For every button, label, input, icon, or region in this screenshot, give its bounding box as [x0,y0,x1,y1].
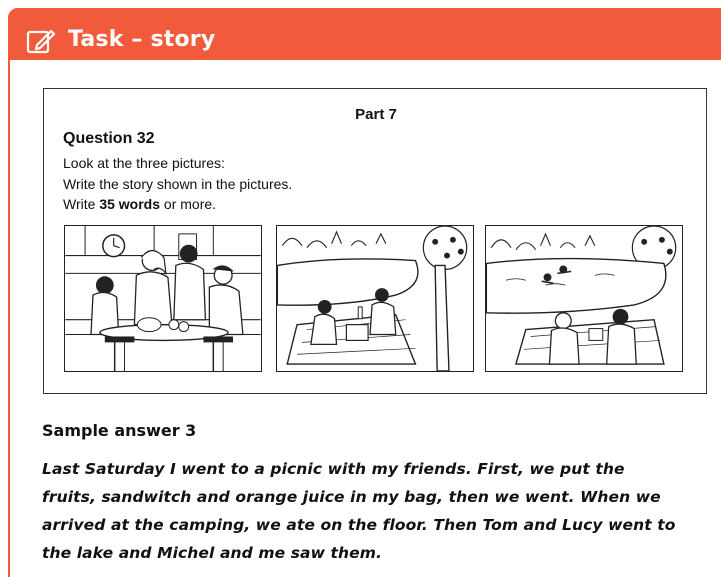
sample-answer-text: Last Saturday I went to a picnic with my friends. First, we put the fruits, sandwitch and orange juice in my bag, then we went. When we arrived at the camping, we ate on the floor. Then Tom and Lucy went to the lake and Michel and me saw them. [42,460,676,562]
instruction-line: Write the story shown in the pictures. [63,176,293,192]
instruction-line: Look at the three pictures: [63,155,225,171]
part-label: Part 7 [355,106,397,123]
picnic-by-lake-illustration [277,226,473,371]
picture-2 [276,225,474,372]
friends-packing-picnic-illustration [65,226,261,371]
exam-task-box [43,88,707,394]
task-header [8,8,721,60]
sample-answer-heading: Sample answer 3 [42,421,197,440]
picture-3 [485,225,683,372]
picture-1 [64,225,262,372]
question-title: Question 32 [63,130,155,147]
word-count-requirement: 35 words [99,196,161,212]
instruction-text: Write [63,196,100,212]
task-title: Task – story [68,27,216,52]
instruction-text: or more. [160,196,217,212]
edit-pencil-icon [26,26,56,56]
swimming-in-lake-illustration [486,226,682,371]
instruction-line [63,196,216,212]
